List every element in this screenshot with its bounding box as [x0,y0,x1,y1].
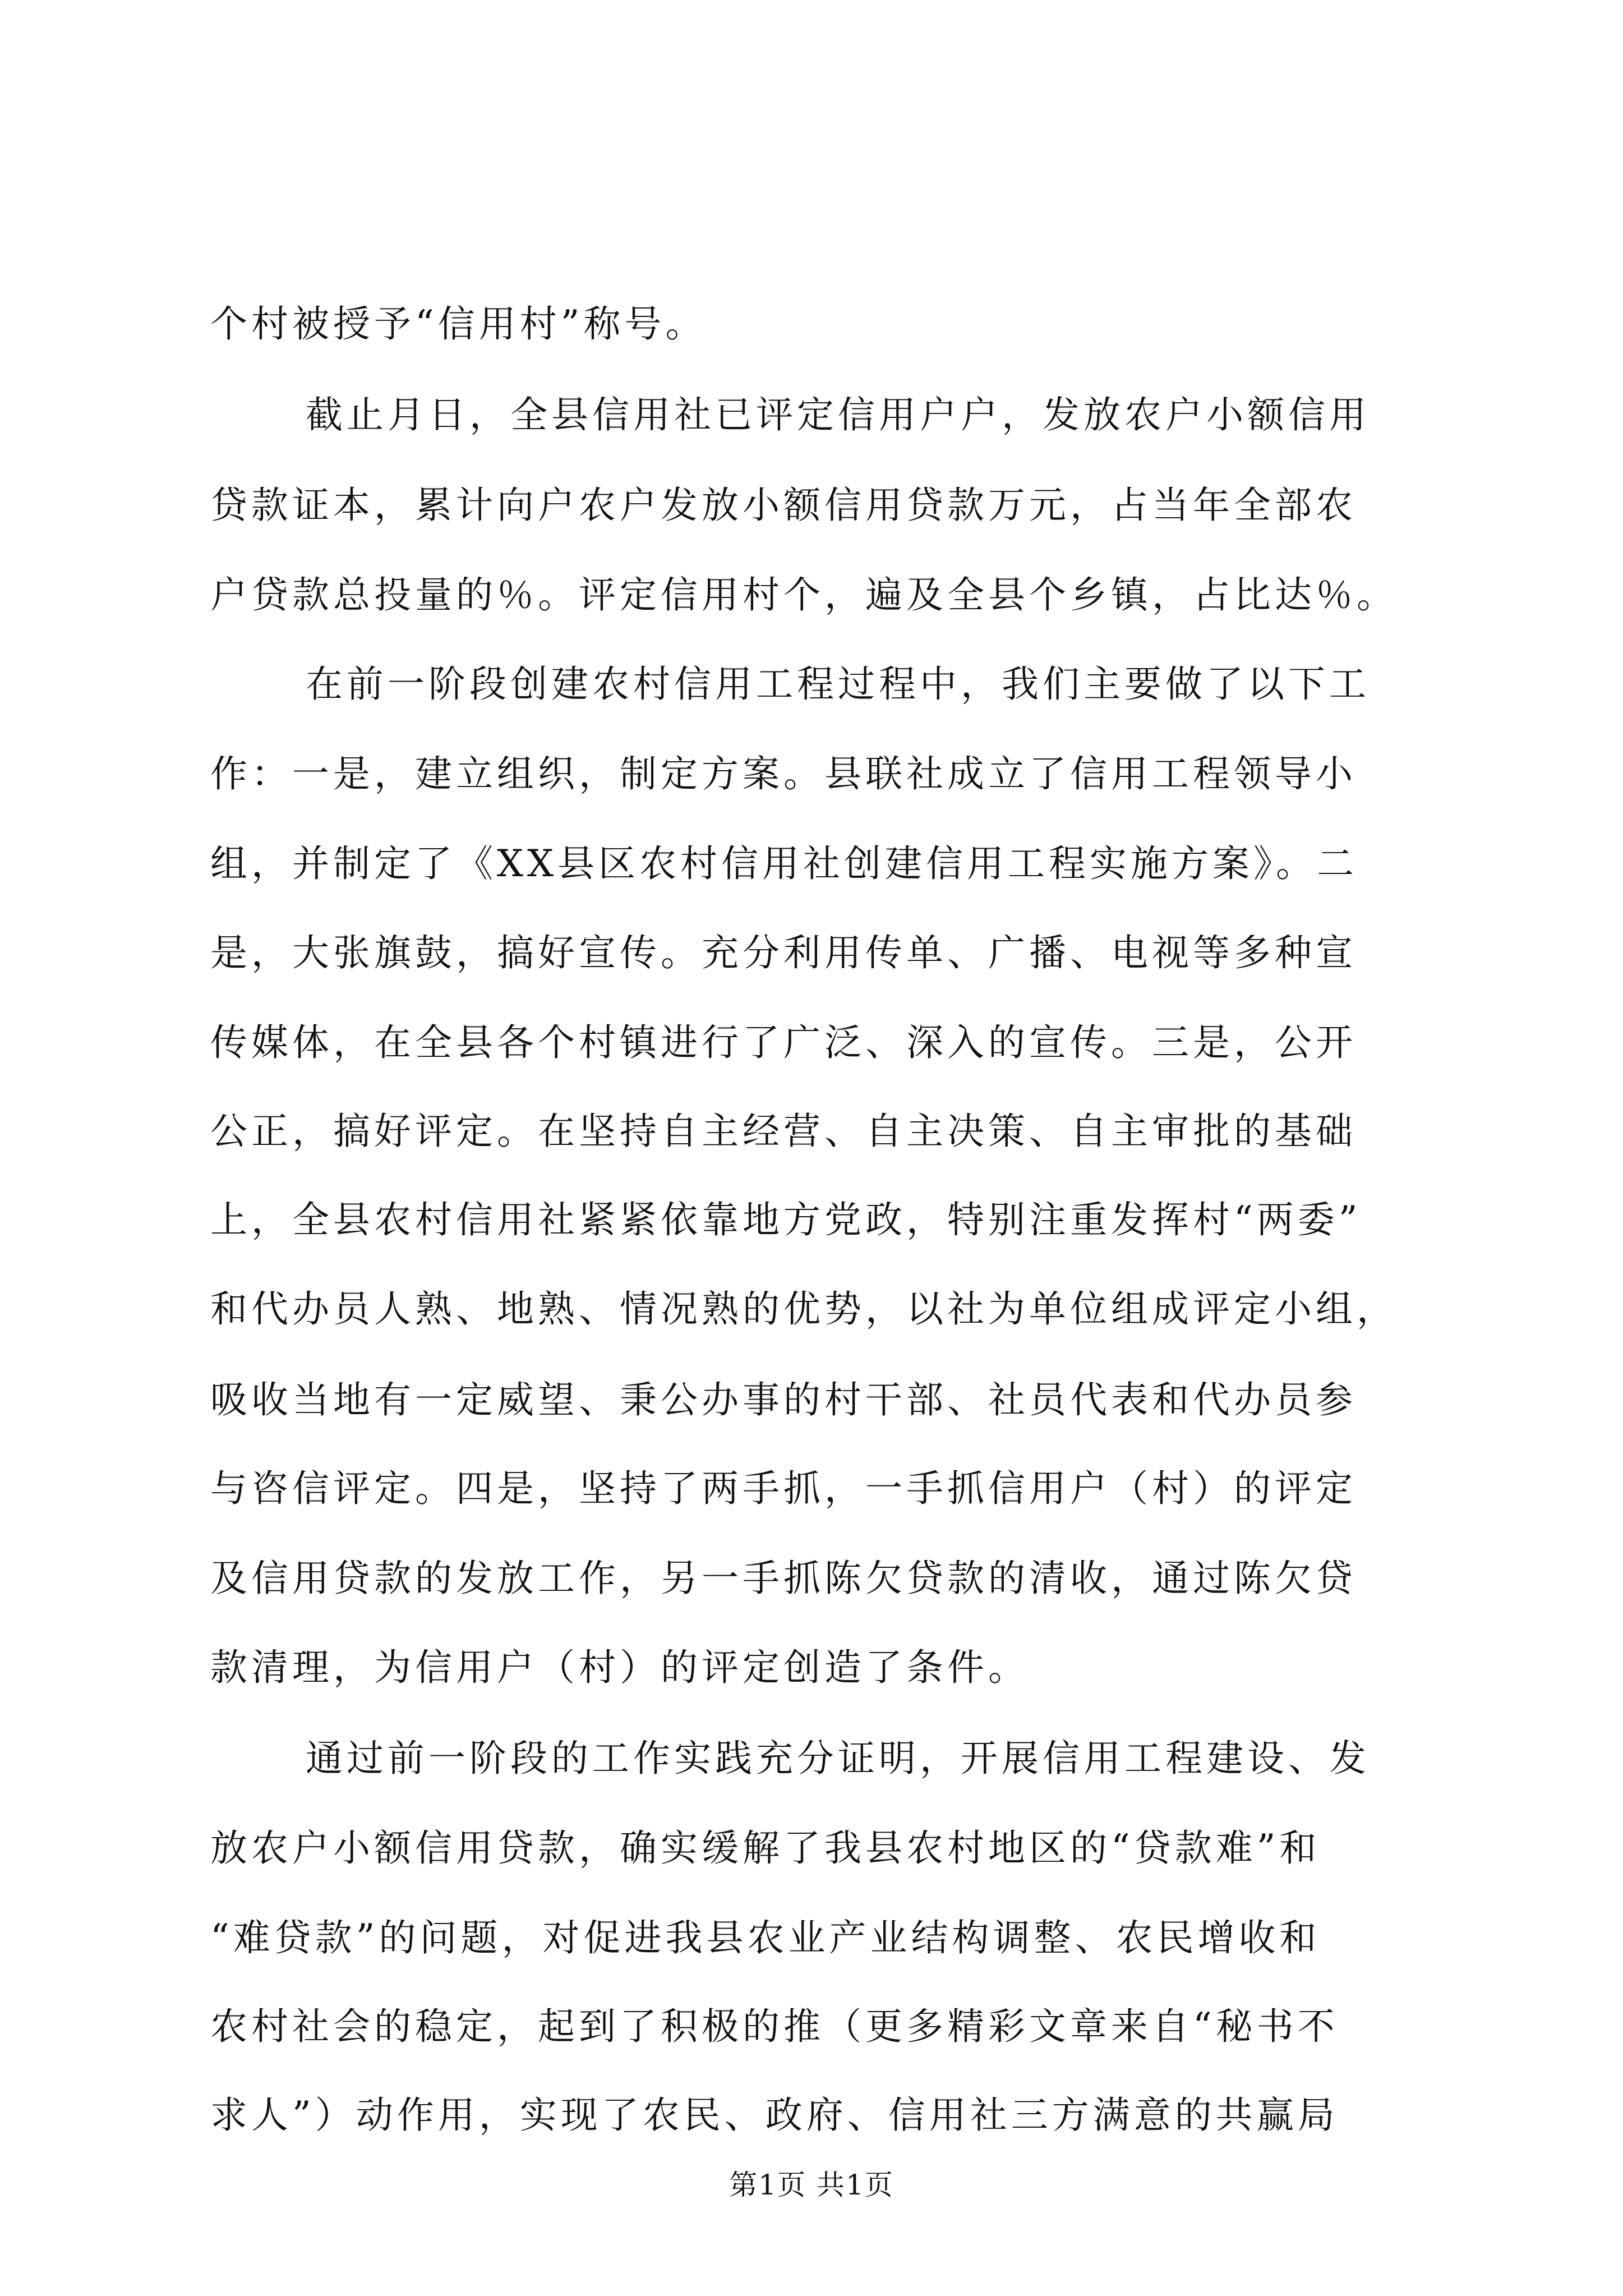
text-line: 在前一阶段创建农村信用工程过程中，我们主要做了以下工 [306,662,1370,706]
text-line: 组，并制定了《XX县区农村信用社创建信用工程实施方案》。二 [210,842,1358,885]
text-line: 及信用贷款的发放工作，另一手抓陈欠贷款的清收，通过陈欠贷 [210,1557,1357,1600]
text-line: 与咨信评定。四是，坚持了两手抓，一手抓信用户（村）的评定 [210,1467,1357,1510]
text-line: “难贷款”的问题，对促进我县农业产业结构调整、农民增收和 [210,1916,1321,1959]
text-line: 上，全县农村信用社紧紧依靠地方党政，特别注重发挥村“两委” [210,1198,1362,1241]
text-line: 求人”）动作用，实现了农民、政府、信用社三方满意的共赢局 [210,2093,1339,2137]
text-line: 传媒体，在全县各个村镇进行了广泛、深入的宣传。三是，公开 [210,1021,1357,1064]
text-line: 公正，搞好评定。在坚持自主经营、自主决策、自主审批的基础 [210,1110,1357,1153]
text-line: 款清理，为信用户（村）的评定创造了条件。 [210,1646,1029,1689]
page-footer: 第1页 共1页 [729,2169,894,2201]
text-line: 是，大张旗鼓，搞好宣传。充分利用传单、广播、电视等多种宣 [210,931,1357,974]
text-line: 个村被授予“信用村”称号。 [210,302,707,346]
text-line: 贷款证本，累计向户农户发放小额信用贷款万元，占当年全部农 [210,484,1357,527]
text-line: 户贷款总投量的％。评定信用村个，遍及全县个乡镇，占比达％。 [210,573,1398,616]
text-line: 农村社会的稳定，起到了积极的推（更多精彩文章来自“秘书不 [210,2005,1339,2048]
text-line: 和代办员人熟、地熟、情况熟的优势，以社为单位组成评定小组， [210,1287,1398,1331]
text-line: 作：一是，建立组织，制定方案。县联社成立了信用工程领导小 [210,752,1357,795]
text-line: 放农户小额信用贷款，确实缓解了我县农村地区的“贷款难”和 [210,1826,1321,1870]
text-line: 吸收当地有一定威望、秉公办事的村干部、社员代表和代办员参 [210,1378,1357,1421]
text-line: 通过前一阶段的工作实践充分证明，开展信用工程建设、发 [306,1737,1370,1780]
text-line: 截止月日，全县信用社已评定信用户户，发放农户小额信用 [306,393,1370,436]
